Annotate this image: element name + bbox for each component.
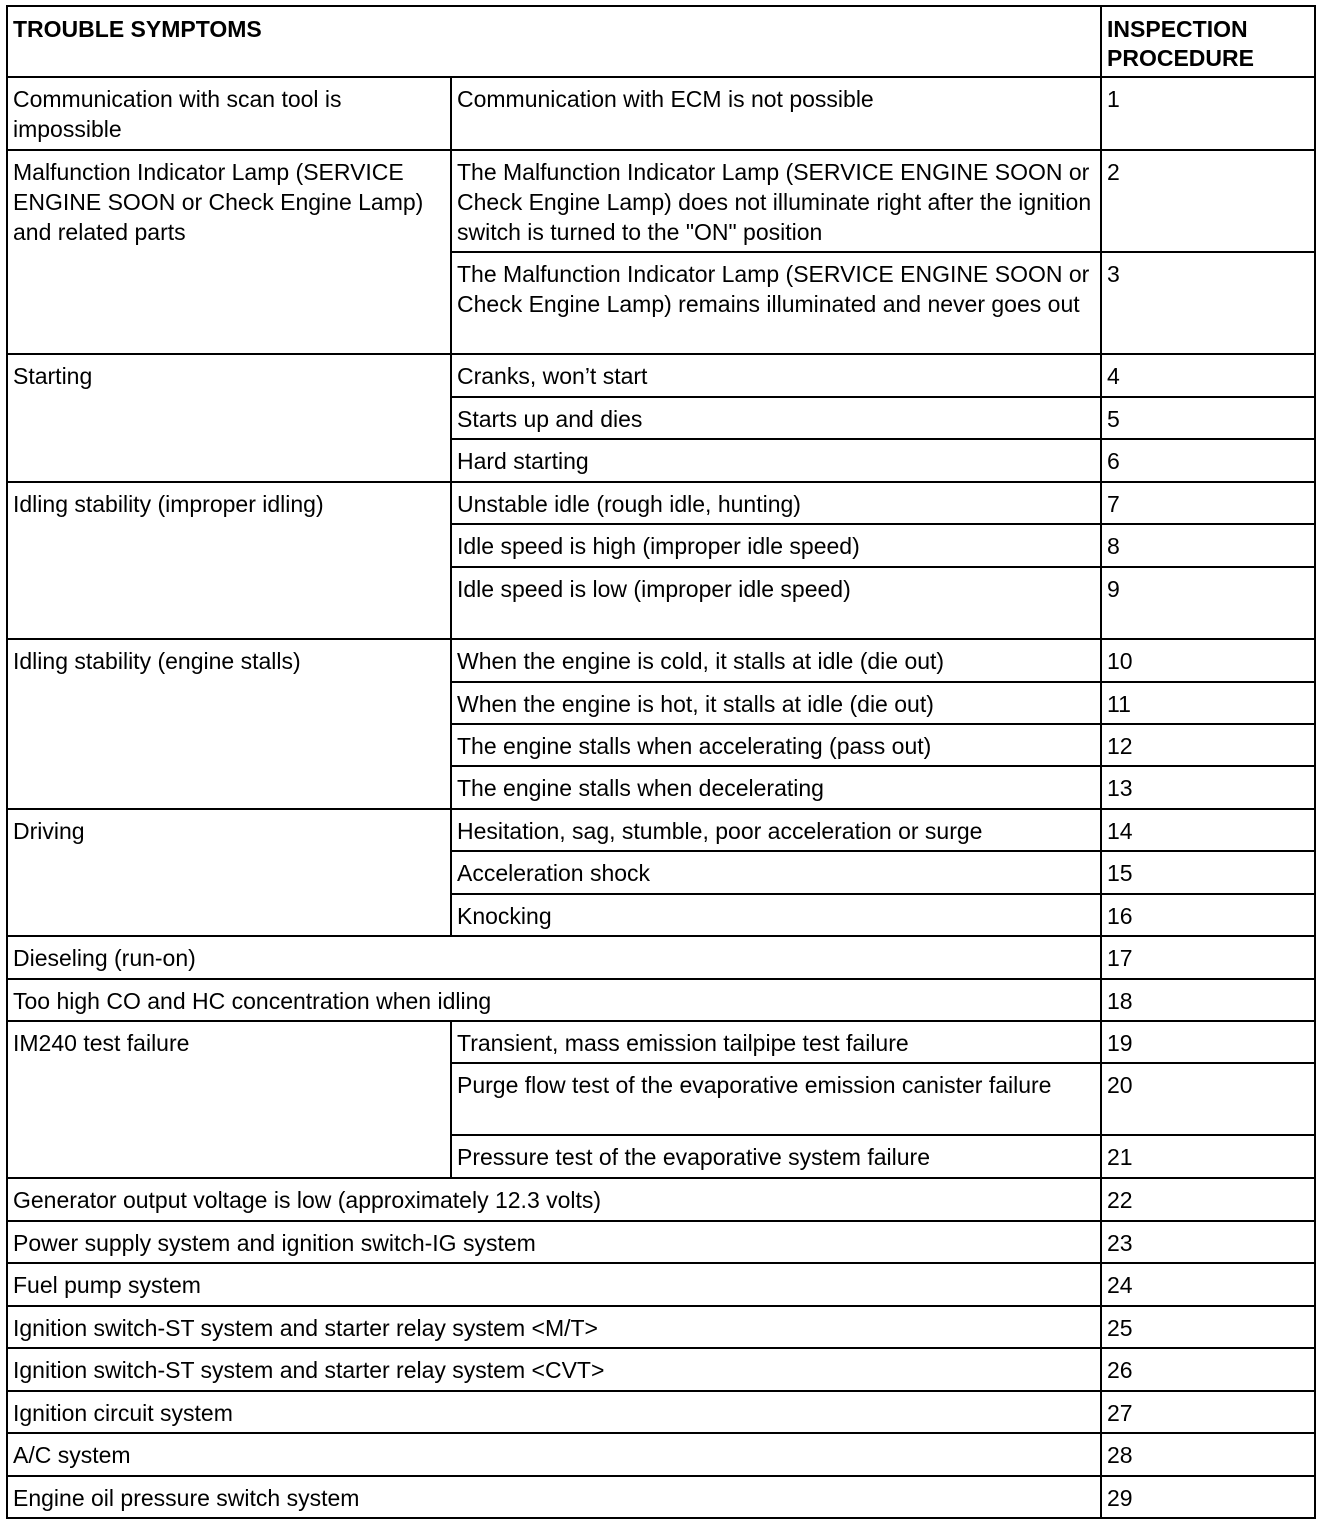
category-cell: Starting	[7, 354, 451, 482]
category-cell: Idling stability (engine stalls)	[7, 639, 451, 809]
procedure-cell: 21	[1101, 1135, 1315, 1178]
procedure-cell: 12	[1101, 724, 1315, 766]
procedure-cell: 20	[1101, 1063, 1315, 1135]
table-row	[7, 1391, 1315, 1433]
table-row	[7, 1433, 1315, 1476]
header-trouble-symptoms: TROUBLE SYMPTOMS	[7, 6, 1101, 77]
table-row	[7, 1306, 1315, 1348]
symptom-cell: Acceleration shock	[451, 851, 1101, 894]
procedure-cell: 27	[1101, 1391, 1315, 1433]
procedure-cell: 15	[1101, 851, 1315, 894]
procedure-cell: 25	[1101, 1306, 1315, 1348]
procedure-cell: 23	[1101, 1221, 1315, 1263]
table-row	[7, 809, 1315, 851]
symptom-cell: The Malfunction Indicator Lamp (SERVICE ENGINE SOON or Check Engine Lamp) remains illuminated and never goes out	[451, 252, 1101, 354]
symptom-cell: Pressure test of the evaporative system failure	[451, 1135, 1101, 1178]
category-cell: IM240 test failure	[7, 1021, 451, 1178]
table-row	[7, 77, 1315, 150]
procedure-cell: 22	[1101, 1178, 1315, 1221]
procedure-cell: 7	[1101, 482, 1315, 524]
symptom-cell: Idle speed is high (improper idle speed)	[451, 524, 1101, 567]
table-row	[7, 1348, 1315, 1391]
procedure-cell: 2	[1101, 150, 1315, 252]
procedure-cell: 9	[1101, 567, 1315, 639]
symptom-cell: Transient, mass emission tailpipe test failure	[451, 1021, 1101, 1063]
category-cell: Dieseling (run-on)	[7, 936, 1101, 979]
procedure-cell: 26	[1101, 1348, 1315, 1391]
table-row	[7, 150, 1315, 252]
category-cell: Fuel pump system	[7, 1263, 1101, 1306]
symptom-cell: The Malfunction Indicator Lamp (SERVICE ENGINE SOON or Check Engine Lamp) does not illuminate right after the ignition switch is turned to the "ON" position	[451, 150, 1101, 252]
category-cell: Malfunction Indicator Lamp (SERVICE ENGINE SOON or Check Engine Lamp) and related parts	[7, 150, 451, 354]
symptom-cell: Purge flow test of the evaporative emission canister failure	[451, 1063, 1101, 1135]
table-row	[7, 936, 1315, 979]
procedure-cell: 19	[1101, 1021, 1315, 1063]
symptom-cell: Starts up and dies	[451, 397, 1101, 439]
symptom-cell: Knocking	[451, 894, 1101, 936]
procedure-cell: 4	[1101, 354, 1315, 397]
symptom-cell: Hesitation, sag, stumble, poor acceleration or surge	[451, 809, 1101, 851]
category-cell: Communication with scan tool is impossible	[7, 77, 451, 150]
symptom-cell: The engine stalls when accelerating (pass out)	[451, 724, 1101, 766]
header-row	[7, 6, 1315, 77]
procedure-cell: 14	[1101, 809, 1315, 851]
table-row	[7, 979, 1315, 1021]
procedure-cell: 17	[1101, 936, 1315, 979]
trouble-symptoms-table	[6, 5, 1316, 1519]
procedure-cell: 5	[1101, 397, 1315, 439]
category-cell: Power supply system and ignition switch-IG system	[7, 1221, 1101, 1263]
procedure-cell: 8	[1101, 524, 1315, 567]
symptom-cell: Idle speed is low (improper idle speed)	[451, 567, 1101, 639]
procedure-cell: 29	[1101, 1476, 1315, 1518]
procedure-cell: 10	[1101, 639, 1315, 682]
procedure-cell: 6	[1101, 439, 1315, 482]
category-cell: Ignition switch-ST system and starter relay system <CVT>	[7, 1348, 1101, 1391]
symptom-cell: When the engine is hot, it stalls at idle (die out)	[451, 682, 1101, 724]
procedure-cell: 28	[1101, 1433, 1315, 1476]
table-row	[7, 1221, 1315, 1263]
category-cell: Ignition circuit system	[7, 1391, 1101, 1433]
category-cell: Ignition switch-ST system and starter relay system <M/T>	[7, 1306, 1101, 1348]
procedure-cell: 18	[1101, 979, 1315, 1021]
procedure-cell: 11	[1101, 682, 1315, 724]
symptom-cell: Hard starting	[451, 439, 1101, 482]
category-cell: Engine oil pressure switch system	[7, 1476, 1101, 1518]
table-row	[7, 639, 1315, 682]
procedure-cell: 16	[1101, 894, 1315, 936]
table-row	[7, 1021, 1315, 1063]
table-row	[7, 1263, 1315, 1306]
table-row	[7, 482, 1315, 524]
symptom-cell: Cranks, won’t start	[451, 354, 1101, 397]
header-inspection-procedure: INSPECTION PROCEDURE	[1101, 6, 1315, 77]
symptom-cell: When the engine is cold, it stalls at idle (die out)	[451, 639, 1101, 682]
procedure-cell: 24	[1101, 1263, 1315, 1306]
category-cell: A/C system	[7, 1433, 1101, 1476]
category-cell: Driving	[7, 809, 451, 936]
table-row	[7, 354, 1315, 397]
symptom-cell: Communication with ECM is not possible	[451, 77, 1101, 150]
category-cell: Generator output voltage is low (approximately 12.3 volts)	[7, 1178, 1101, 1221]
procedure-cell: 3	[1101, 252, 1315, 354]
table-row	[7, 1178, 1315, 1221]
category-cell: Idling stability (improper idling)	[7, 482, 451, 639]
category-cell: Too high CO and HC concentration when idling	[7, 979, 1101, 1021]
procedure-cell: 1	[1101, 77, 1315, 150]
table-row	[7, 1476, 1315, 1518]
symptom-cell: The engine stalls when decelerating	[451, 766, 1101, 809]
symptom-cell: Unstable idle (rough idle, hunting)	[451, 482, 1101, 524]
procedure-cell: 13	[1101, 766, 1315, 809]
